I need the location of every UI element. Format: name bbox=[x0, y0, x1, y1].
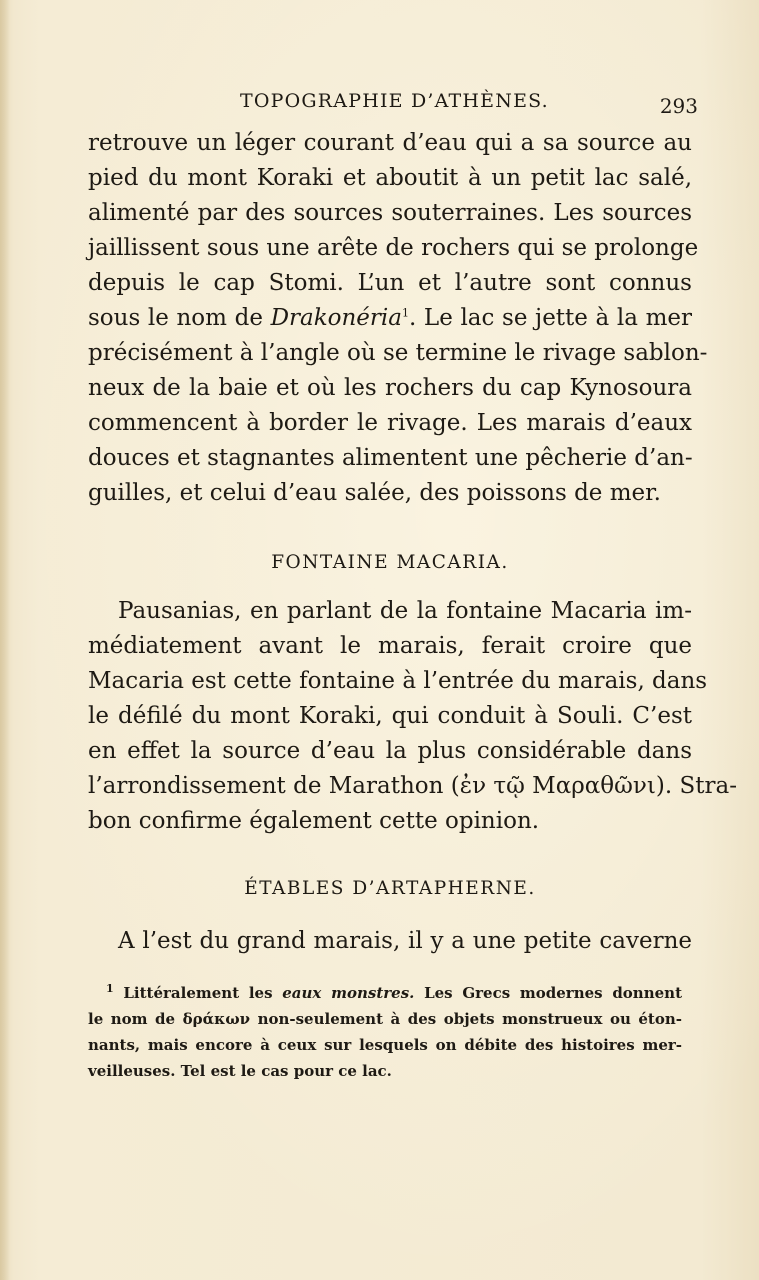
paragraph-topography bbox=[88, 126, 708, 511]
text-line: précisément à l’angle où se termine le rivage sablon- bbox=[88, 340, 708, 366]
text-line: neux de la baie et où les rochers du cap Kynosoura bbox=[88, 375, 692, 401]
page-header bbox=[92, 88, 704, 118]
text-line: le défilé du mont Koraki, qui conduit à Souli. C’est bbox=[88, 703, 692, 729]
text-line: alimenté par des sources souterraines. Les sources bbox=[88, 200, 692, 226]
footnote-line: le nom de δράκων non-seulement à des objets monstrueux ou éton- bbox=[88, 1010, 682, 1028]
italic-term: eaux monstres. bbox=[282, 984, 415, 1002]
text-fragment: Les Grecs modernes donnent bbox=[414, 984, 682, 1002]
paragraph-etables-artapherne bbox=[88, 924, 692, 959]
paragraph-fontaine-macaria bbox=[88, 594, 737, 839]
text-line: bon confirme également cette opinion. bbox=[88, 808, 540, 834]
page-number: 293 bbox=[659, 94, 698, 118]
footnote-reference[interactable]: 1 bbox=[401, 306, 409, 320]
footnote-line: veilleuses. Tel est le cas pour ce lac. bbox=[88, 1062, 392, 1080]
footnote-mark: 1 bbox=[106, 982, 114, 995]
section-heading-etables-artapherne: ÉTABLES D’ARTAPHERNE. bbox=[244, 878, 536, 899]
text-line-with-note bbox=[88, 301, 692, 336]
running-title: TOPOGRAPHIE D’ATHÈNES. bbox=[240, 90, 549, 112]
text-line: pied du mont Koraki et aboutit à un petit lac salé, bbox=[88, 165, 692, 191]
text-line: commencent à border le rivage. Les marais d’eaux bbox=[88, 410, 692, 436]
text-line: Pausanias, en parlant de la fontaine Macaria im- bbox=[118, 598, 692, 624]
page-spine-shadow bbox=[0, 0, 10, 1280]
text-line: depuis le cap Stomi. L’un et l’autre sont connus bbox=[88, 270, 692, 296]
text-line: en effet la source d’eau la plus considérable dans bbox=[88, 738, 692, 764]
footnote-line: nants, mais encore à ceux sur lesquels on débite des histoires mer- bbox=[88, 1036, 682, 1054]
text-line: douces et stagnantes alimentent une pêcherie d’an- bbox=[88, 445, 693, 471]
section-heading-fontaine-macaria: FONTAINE MACARIA. bbox=[271, 552, 509, 573]
text-line: Macaria est cette fontaine à l’entrée du marais, dans bbox=[88, 668, 708, 694]
text-fragment: Littéralement les bbox=[113, 984, 283, 1002]
text-line: retrouve un léger courant d’eau qui a sa source au bbox=[88, 130, 692, 156]
text-fragment: sous le nom de bbox=[88, 305, 271, 331]
text-line: l’arrondissement de Marathon (ἐν τῷ Μαραθῶνι). Stra- bbox=[88, 773, 737, 799]
footnote-line bbox=[88, 980, 682, 1006]
text-fragment: . Le lac se jette à la mer bbox=[408, 305, 692, 331]
text-line: médiatement avant le marais, ferait croire que bbox=[88, 633, 692, 659]
text-line: A l’est du grand marais, il y a une petite caverne bbox=[118, 928, 692, 954]
footnote bbox=[88, 980, 682, 1084]
text-line: guilles, et celui d’eau salée, des poissons de mer. bbox=[88, 480, 661, 506]
italic-term: Drakonéria bbox=[270, 305, 402, 331]
text-line: jaillissent sous une arête de rochers qui se prolonge bbox=[88, 235, 699, 261]
